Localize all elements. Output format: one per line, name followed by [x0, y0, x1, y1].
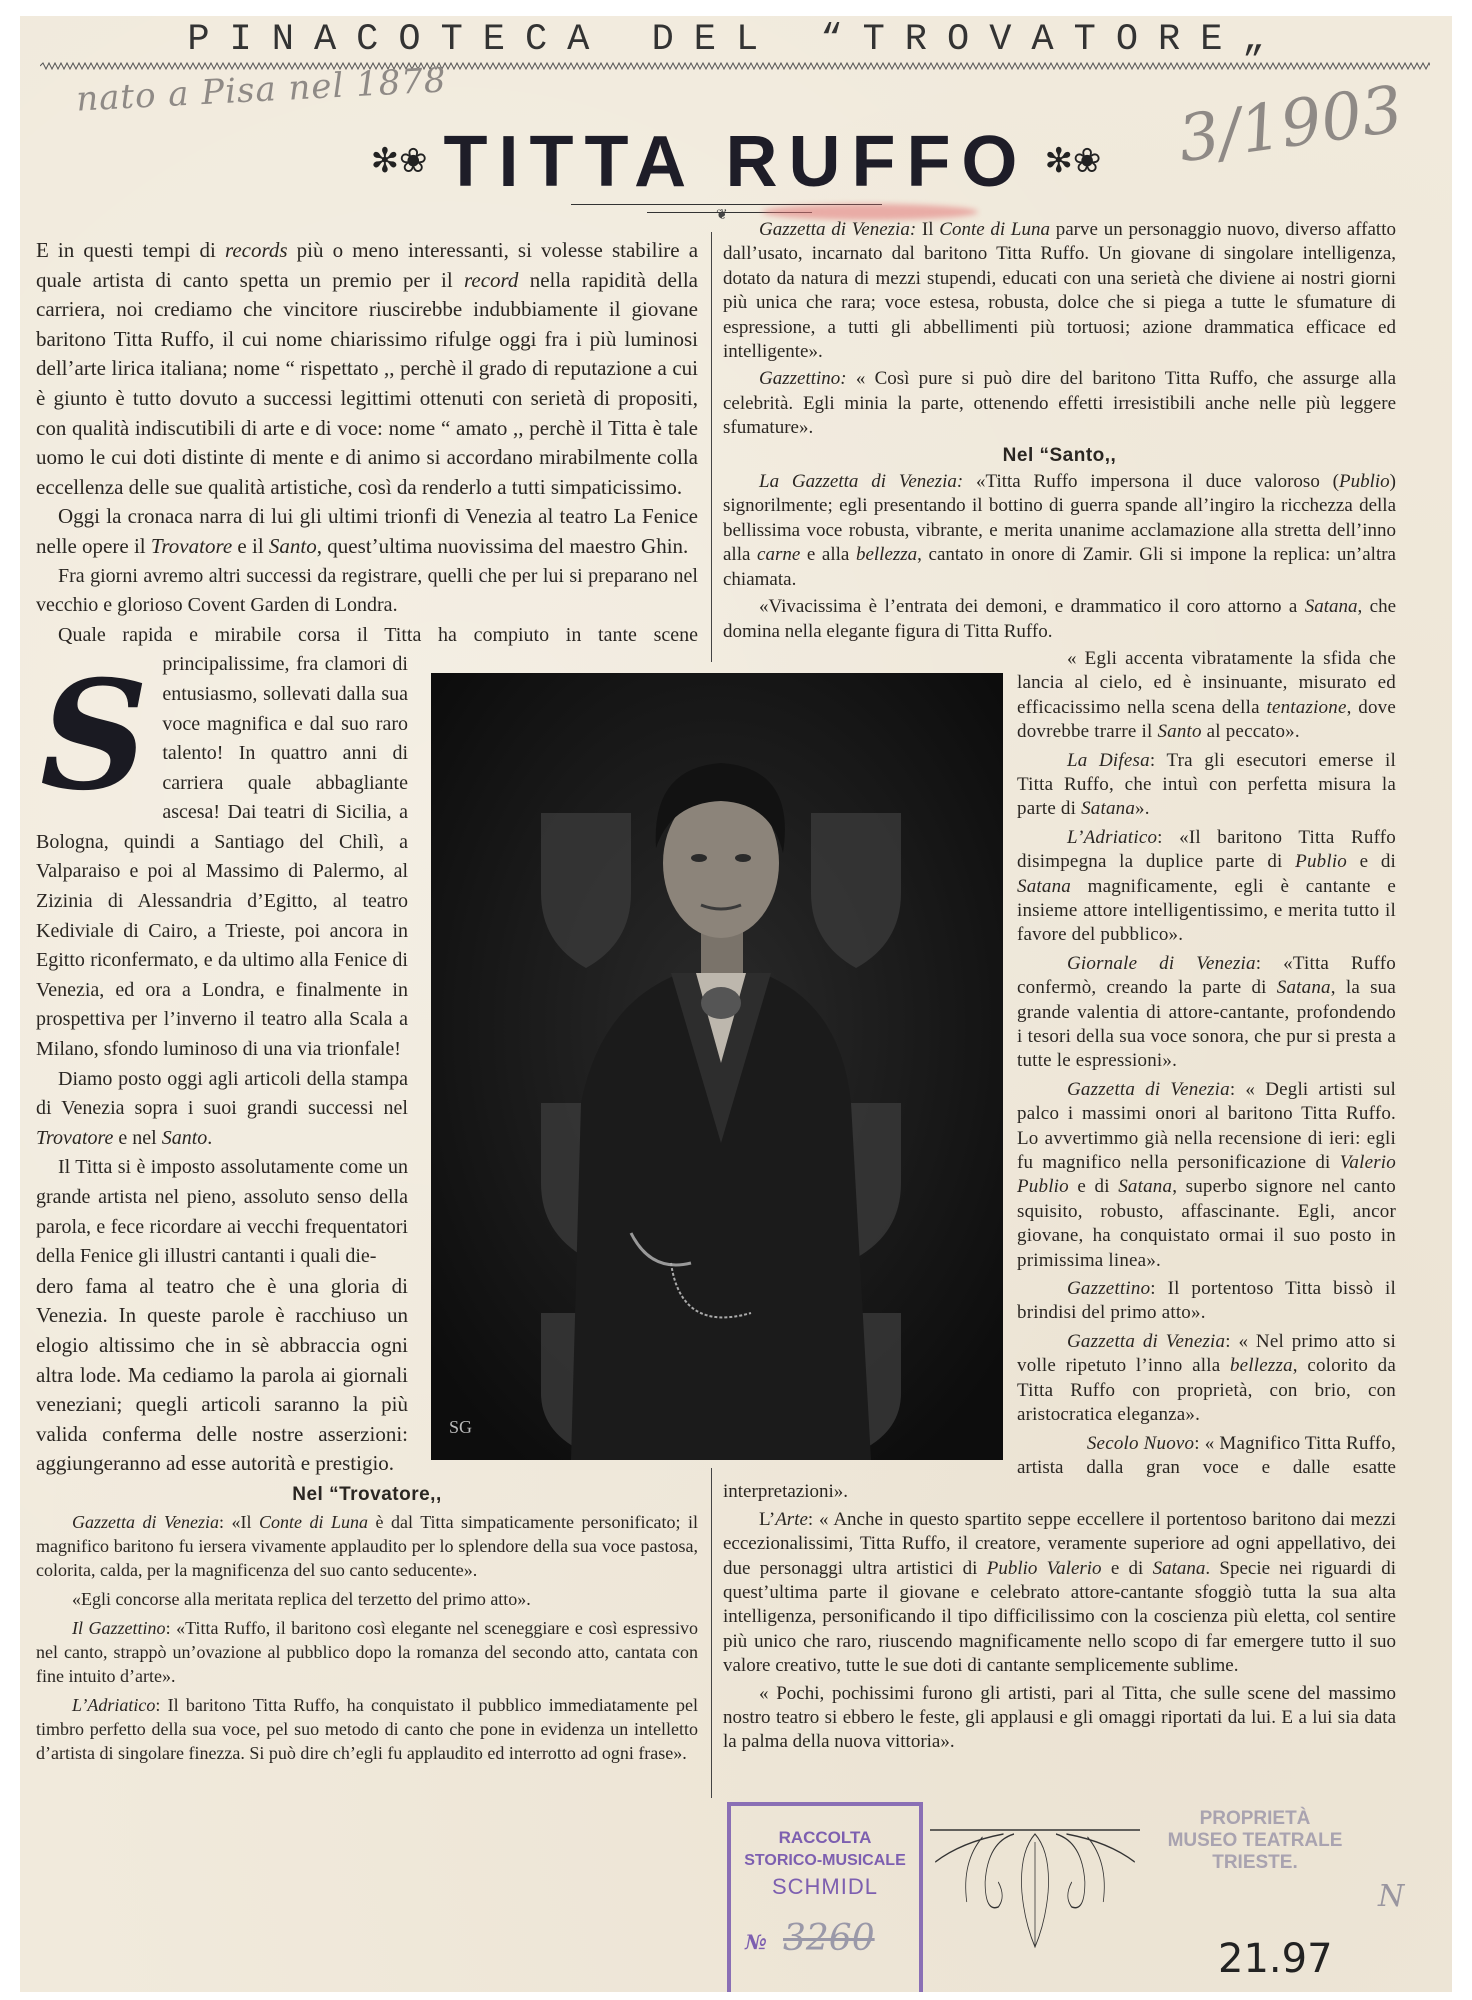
- stamp-line: PROPRIETÀ: [1199, 1808, 1311, 1829]
- text-run: Nel “Trovatore,,: [292, 1483, 442, 1505]
- italic-text: Satana: [1118, 1176, 1173, 1198]
- stamp-line: RACCOLTA: [778, 1828, 872, 1847]
- text-run: : «Il baritono Titta Ruffo disimpegna la duplice parte di: [1017, 826, 1396, 873]
- text-run: « Egli accenta vibratamente la sfida che lancia al cielo, ed è insinuante, misurato ed efficacissimo nella scena della: [1017, 647, 1396, 718]
- italic-text: Publio: [1295, 851, 1348, 873]
- text-run: Il Titta si è imposto assolutamente come un grande artista nel pieno, assoluto senso della parola, e fece ricordare ai vecchi frequentatori della Fenice gli illustri cantanti i quali die-: [36, 1156, 408, 1268]
- trovatore-reviews: [36, 1483, 698, 1765]
- paragraph: [723, 367, 1396, 440]
- masthead: PINACOTECA DEL “TROVATORE„: [187, 19, 1285, 61]
- stamp-number-label: №: [745, 1930, 767, 1954]
- italic-text: Conte di Luna: [259, 1511, 369, 1532]
- column-divider: [711, 1468, 712, 1798]
- text-run: e di: [1347, 851, 1397, 873]
- text-run: magnificamente, egli è cantante e insieme attore intelligentissimo, e merita tutto il favore del pubblico».: [1017, 875, 1396, 946]
- handwritten-initial: N: [1378, 1879, 1405, 1914]
- italic-text: Satana: [1017, 875, 1071, 897]
- text-run: e alla: [800, 544, 856, 566]
- italic-text: record: [463, 267, 519, 292]
- italic-text: bellezza: [1229, 1355, 1293, 1377]
- text-run: «Titta Ruffo impersona il duce valoroso (: [963, 471, 1339, 493]
- text-run: : « Anche in questo spartito seppe eccellere il portentoso baritono dai mezzi eccezionalissimi, Titta Ruffo, il creatore, veramente superiore ad ogni appellativo, dei due personaggi ultra artistici di: [723, 1508, 1396, 1579]
- title-text: TITTA RUFFO: [443, 122, 1029, 203]
- text-run: ) signorilmente; egli presentando il bottino di guerra spande all’ingiro la ricchezza della bellissima voce robusta, vibrante, e merita unanime acclamazione alla stretta dell’inno alla: [723, 471, 1396, 566]
- italic-text: La Gazzetta di Venezia:: [759, 471, 964, 493]
- text-run: parve un personaggio nuovo, diverso affatto dall’usato, incarnato dal baritono Titta Ruffo. Un giovane di singolare intelligenza, dotato da natura di mezzi stupendi, educati con una serietà che diviene ai nostri giorni più unica che rara; voce estesa, robusta, dolce che si piega a tutte le sfumature di espressione, a tutti gli abbellimenti più tortuosi; azione drammatica efficace ed intelligente».: [723, 219, 1396, 363]
- text-run: , la sua grande valentia di attore-cantante, profondendo i tesori della sua voce sonora, che pur si presta a tutte le espressioni».: [1017, 977, 1397, 1072]
- text-run: : «Titta Ruffo, il baritono così elegante nel sceneggiare e così espressivo nel canto, strappò un’ovazione al pubblico dopo la romanza del secondo atto, cantata con fine intuito d’arte».: [36, 1617, 699, 1686]
- italic-text: Satana: [1081, 798, 1136, 820]
- italic-text: records: [224, 238, 288, 262]
- text-run: , cantato in onore di Zamir. Gli si impone la replica: un’altra chiamata.: [723, 544, 1396, 590]
- paragraph: [723, 1508, 1396, 1679]
- text-run: « Pochi, pochissimi furono gli artisti, pari al Titta, che sulle scene del massimo nostro teatro si ebbero le feste, gli applausi e gli omaggi riportati da lui. E a lui sia data la palma della nuova vittoria».: [723, 1682, 1396, 1753]
- handwritten-date: 3/1903: [1173, 72, 1408, 178]
- text-run: E: [36, 238, 49, 262]
- italic-text: Gazzetta di Venezia:: [759, 219, 917, 240]
- text-run: : Il baritono Titta Ruffo, ha conquistato il pubblico immediatamente pel timbro perfetto della sua voce, pel suo metodo di canto che pone in evidenza un intelletto d’artista di singolare finezza. Si può dire ch’egli fu applaudito ed interrotto ad ogni frase».: [36, 1694, 698, 1763]
- text-run: nella rapidità della carriera, noi crediamo che vincitore riuscirebbe indubbiamente il giovane baritono Titta Ruffo, il cui nome chiarissimo rifulge oggi fra i più luminosi dell’arte lirica italiana; nome “ rispettato ,, perchè il grado di reputazione a cui è giunto è tutto dovuto a successi legittimi ottenuti con serietà di propositi, con qualità indiscutibili di arte e di voce: nome “ amato ,, perchè il Titta è tale uomo le cui doti distinte di mente e di animo si accordano mirabilmente colla eccellenza delle sue qualità artistiche, così da renderlo a tutti simpaticissimo.: [36, 267, 698, 499]
- text-run: Quale rapida e mirabile corsa il Titta ha compiuto in tante scene principalissime, fra clamori di entusiasmo, sollevati dalla sua voce magnifica e dal suo raro talento! In quattro anni di carriera quale abbagliante ascesa! Dai teatri di Sicilia, a Bologna, quindi a Santiago del Chilì, a Valparaiso e poi al Massimo di Palermo, al Zizinia di Alessandria d’Egitto, al teatro Kediviale di Cairo, a Trieste, poi ancora in Egitto riconfermato, e da ultimo alla Fenice di Venezia, ed ora a Londra, e finalmente in prospettiva per l’inverno il teatro alla Scala a Milano, sfondo luminoso di una via trionfale!: [36, 623, 698, 1061]
- text-run: «Egli concorse alla meritata replica del terzetto del primo atto».: [72, 1588, 531, 1609]
- column-divider: [711, 232, 712, 662]
- text-run: Diamo posto oggi agli articoli della stampa di Venezia sopra i suoi grandi successi nel: [36, 1067, 408, 1120]
- italic-text: Gazzetta di Venezia: [1067, 1078, 1230, 1100]
- text-run: in questi tempi di: [48, 238, 225, 262]
- italic-text: Santo: [161, 1126, 208, 1149]
- text-run: , colorito da Titta Ruffo con proprietà, con brio, con aristocratica eleganza».: [1017, 1355, 1396, 1426]
- text-run: e il: [232, 533, 269, 558]
- text-run: : Tra gli esecutori emerse il Titta Ruffo, che intuì con perfetta misura la parte di: [1017, 749, 1396, 820]
- text-run: , dove dovrebbe trarre il: [1017, 696, 1396, 743]
- text-run: artista dalla gran voce e dalle esatte interpretazioni».: [723, 1456, 1396, 1503]
- text-run: : « Degli artisti sul palco i massimi onori al baritono Titta Ruffo. Lo avvertimmo già nella recensione di ieri: egli fu magnifico nella personificazione di: [1017, 1078, 1396, 1174]
- stamp-number: 3260: [783, 1918, 875, 1959]
- paragraph: [723, 218, 1396, 364]
- paragraph: [36, 502, 698, 561]
- text-run: e nel: [113, 1126, 162, 1149]
- italic-text: Satana: [1152, 1557, 1206, 1579]
- text-run: e di: [1101, 1557, 1153, 1579]
- section-heading: [723, 444, 1396, 468]
- italic-text: Publio: [1338, 471, 1390, 493]
- italic-text: Il Gazzettino: [72, 1617, 166, 1638]
- text-run: .: [207, 1126, 213, 1149]
- text-run: : « Magnifico Titta Ruffo,: [1194, 1432, 1396, 1454]
- italic-text: L’Adriatico: [72, 1694, 156, 1715]
- italic-text: Trovatore: [150, 533, 233, 558]
- text-run: : Il portentoso Titta bissò il brindisi del primo atto».: [1017, 1278, 1396, 1324]
- paragraph: [723, 1682, 1396, 1755]
- text-run: Il: [916, 219, 940, 240]
- text-run: . Specie nei riguardi di quest’ultima parte il giovane e celebrato attore-cantante sfoggiò tutta la sua alta intelligenza, personificando il tipo difficilissimo con la coscienza più eletta, col sentire più unico che raro, riuscendo magnificamente nello scopo di far emergere tutto il suo valore creativo, tutte le sue doti di cantante semplicemente sublime.: [723, 1557, 1396, 1677]
- italic-text: Satana: [1304, 596, 1358, 618]
- text-run: , superbo signore nel canto squisito, robusto, affascinante. Egli, ancor giovane, ha conquistato ormai il suo posto in primissima linea».: [1017, 1176, 1396, 1271]
- text-run: ».: [1135, 798, 1150, 820]
- italic-text: tentazione: [1266, 696, 1347, 718]
- portrait-photo: [431, 673, 1003, 1460]
- section-heading: [36, 1483, 698, 1507]
- photographer-monogram: SG: [449, 1417, 473, 1437]
- italic-text: Santo: [268, 533, 317, 558]
- italic-text: L’Adriatico: [1067, 826, 1158, 848]
- rule-ornament-icon: ❦: [716, 208, 728, 223]
- italic-text: Gazzettino: [1067, 1278, 1151, 1300]
- text-run: più o meno interessanti, si volesse stabilire a quale artista di canto spetta un premio per il: [36, 238, 699, 292]
- paragraph: [36, 1587, 698, 1611]
- italic-text: Publio Valerio: [986, 1557, 1102, 1579]
- stamp-line: TRIESTE.: [1212, 1852, 1298, 1873]
- text-run: « Così pure si può dire del baritono Titta Ruffo, che assurge alla celebrità. Egli minia la parte, ottenendo effetti irresistibili anche nelle più leggere sfumature».: [723, 368, 1396, 439]
- text-run: , che domina nella elegante figura di Titta Ruffo.: [723, 596, 1396, 642]
- italic-text: Gazzetta di Venezia: [72, 1511, 219, 1532]
- text-run: «Vivacissima è l’entrata dei demoni, e drammatico il coro attorno a: [759, 596, 1305, 618]
- handwritten-inventory: 21.97: [1218, 1936, 1333, 1982]
- drop-cap: S: [40, 648, 149, 824]
- stamp-line: SCHMIDL: [771, 1874, 878, 1899]
- italic-text: Gazzetta di Venezia: [1067, 1330, 1226, 1352]
- wavy-rule: [40, 62, 1430, 70]
- text-run: Nel “Santo,,: [1002, 444, 1117, 466]
- italic-text: Arte: [775, 1508, 808, 1530]
- paragraph: [36, 1693, 698, 1765]
- text-run: è dal Titta simpaticamente personificato; il magnifico baritono fu iersera vivamente applaudito per lo splendore della sua voce pastosa, colorita, calda, per la magnificenza del suo canto seducente».: [36, 1511, 698, 1580]
- text-run: L’: [759, 1508, 776, 1530]
- text-run: e di: [1068, 1176, 1119, 1198]
- text-run: dero fama al teatro che è una gloria di Venezia. In queste parole è racchiuso un elogio altissimo che in sè abbraccia ogni altra lode. Ma cediamo la parola ai giornali veneziani; quegli articoli saranno la più valida conferma delle nostre asserzioni: aggiungeranno ad esse autorità e prestigio.: [36, 1273, 408, 1476]
- italic-text: Conte di Luna: [939, 219, 1050, 240]
- italic-text: Giornale di Venezia: [1067, 952, 1256, 974]
- italic-text: Gazzettino:: [759, 368, 847, 390]
- italic-text: Satana: [1276, 977, 1331, 999]
- italic-text: Trovatore: [36, 1126, 114, 1149]
- italic-text: Valerio Publio: [1017, 1152, 1396, 1198]
- stamp-line: MUSEO TEATRALE: [1167, 1830, 1343, 1851]
- stamp-line: STORICO-MUSICALE: [744, 1852, 906, 1869]
- paragraph: [36, 1616, 698, 1688]
- article-title: [306, 122, 1166, 202]
- santo-reviews-bottom: [723, 1456, 1396, 1755]
- paragraph: [36, 236, 698, 502]
- italic-text: carne: [757, 544, 801, 566]
- paragraph: [723, 470, 1396, 592]
- text-run: : «Titta Ruffo confermò, creando la parte di: [1017, 952, 1396, 999]
- text-run: al peccato».: [1201, 721, 1300, 743]
- text-run: Fra giorni avremo altri successi da registrare, quelli che per lui si preparano nel vecchio e glorioso Covent Garden di Londra.: [36, 564, 698, 617]
- paragraph: [36, 562, 698, 621]
- italic-text: Secolo Nuovo: [1086, 1432, 1195, 1454]
- paragraph: [723, 595, 1396, 644]
- text-run: : «Il: [219, 1511, 260, 1532]
- text-run: : « Nel primo atto si volle ripetuto l’inno alla: [1017, 1330, 1396, 1377]
- flower-ornament-icon: ✻❀: [1044, 143, 1102, 181]
- handwritten-note: nato a Pisa nel 1878: [75, 60, 448, 120]
- portrait-image: [431, 673, 1003, 1460]
- text-run: Oggi la cronaca narra di lui gli ultimi trionfi di Venezia al teatro La Fenice nelle opere il: [36, 504, 698, 558]
- italic-text: Santo: [1157, 721, 1202, 743]
- italic-text: bellezza: [855, 544, 918, 566]
- italic-text: La Difesa: [1067, 749, 1150, 771]
- text-run: , quest’ultima nuovissima del maestro Ghin.: [316, 533, 689, 558]
- flower-ornament-icon: ✻❀: [370, 143, 428, 181]
- santo-reviews-top: [723, 218, 1396, 644]
- paragraph: [36, 1510, 698, 1582]
